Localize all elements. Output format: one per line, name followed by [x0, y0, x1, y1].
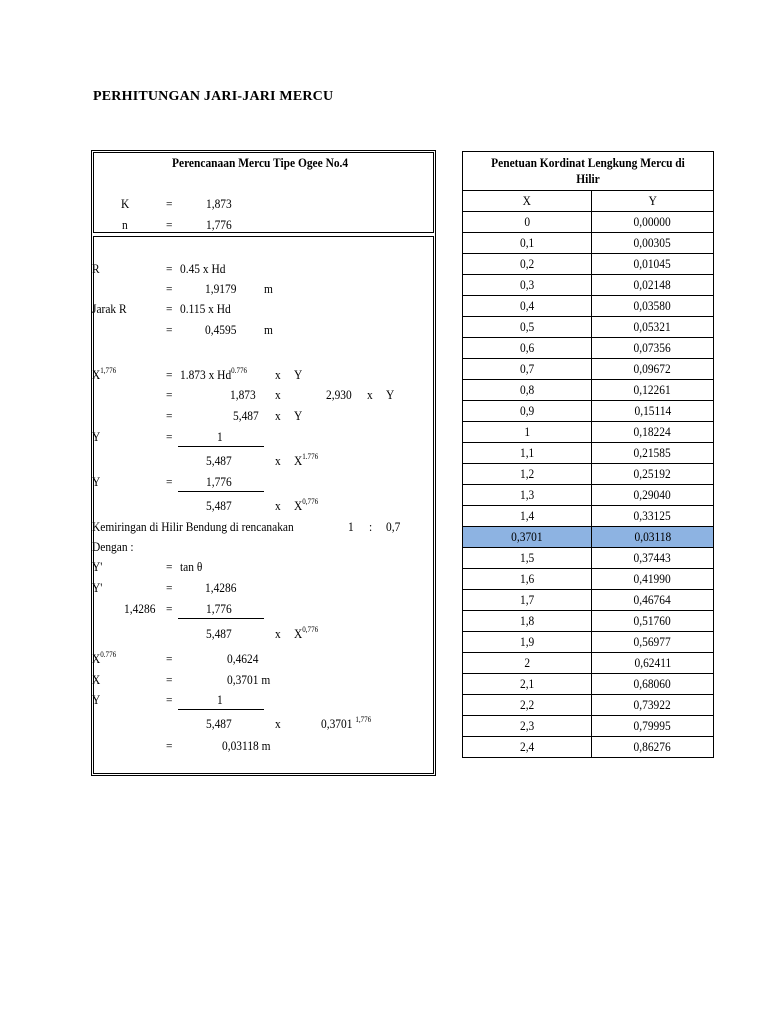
column-header-y: Y: [592, 191, 714, 212]
cell-x: 1,7: [463, 590, 592, 611]
y-prime-label: Y': [92, 559, 103, 574]
y-prime-value: 1,4286: [205, 580, 237, 595]
x-power: X$^{0,776}$: [294, 497, 319, 513]
y-result: 0,03118 m: [222, 738, 271, 753]
cell-x: 0,3: [463, 275, 592, 296]
cell-y: 0,29040: [592, 485, 714, 506]
equals-sign: =: [166, 322, 173, 337]
x-label: X: [92, 672, 101, 687]
cell-y: 0,33125: [592, 506, 714, 527]
numerator: 1,776: [206, 601, 232, 616]
x-power-label: $X^{0.776}$: [92, 650, 117, 666]
y-symbol: Y: [294, 408, 303, 423]
n-value: 1,776: [206, 217, 232, 232]
tan-theta: tan θ: [180, 559, 203, 574]
table-row: [463, 464, 714, 485]
cell-y: 0,37443: [592, 548, 714, 569]
cell-x: 1,6: [463, 569, 592, 590]
cell-y: 0,46764: [592, 590, 714, 611]
cell-x: 1,8: [463, 611, 592, 632]
cell-y: 0,15114: [592, 401, 714, 422]
y-label: Y: [92, 692, 101, 707]
times-sign: x: [275, 387, 281, 402]
fraction-bar: [178, 491, 264, 492]
cell-x: 1,9: [463, 632, 592, 653]
r-formula: 0.45 x Hd: [180, 261, 226, 276]
equals-sign: =: [166, 651, 173, 666]
cell-y: 0,12261: [592, 380, 714, 401]
x-power: $X^{1.776}$: [294, 452, 319, 468]
table-row: [463, 296, 714, 317]
table-title-row: [463, 152, 714, 191]
cell-y: 0,07356: [592, 338, 714, 359]
table-row: [463, 380, 714, 401]
panel-header: Perencanaan Mercu Tipe Ogee No.4: [172, 155, 349, 170]
times-sign: x: [275, 367, 281, 382]
cell-y: 0,51760: [592, 611, 714, 632]
slope-colon: :: [369, 519, 373, 534]
formula-box: [93, 236, 434, 774]
n-label: n: [122, 217, 128, 232]
table-row-highlighted: [463, 527, 714, 548]
numerator: 1: [217, 692, 223, 707]
k-value: 1,873: [206, 196, 232, 211]
cell-x: 0,8: [463, 380, 592, 401]
fraction-bar: [178, 618, 264, 619]
equals-sign: =: [166, 217, 173, 232]
cell-y: 0,41990: [592, 569, 714, 590]
cell-x: 1,1: [463, 443, 592, 464]
jarak-r-label: Jarak R: [92, 301, 127, 316]
equals-sign: =: [166, 429, 173, 444]
fraction-bar: [178, 446, 264, 447]
product-value: 5,487: [233, 408, 259, 423]
dengan-label: Dengan :: [92, 539, 134, 554]
denominator: 5,487: [206, 716, 232, 731]
k-label: K: [121, 196, 130, 211]
table-row: [463, 590, 714, 611]
equals-sign: =: [166, 601, 173, 616]
table-row: [463, 674, 714, 695]
cell-x: 0,5: [463, 317, 592, 338]
jarak-r-formula: 0.115 x Hd: [180, 301, 231, 316]
table-row: [463, 422, 714, 443]
fraction-bar: [178, 709, 264, 710]
equals-sign: =: [166, 387, 173, 402]
cell-x: 0,3701: [463, 527, 592, 548]
times-sign: x: [275, 453, 281, 468]
denominator: 5,487: [206, 453, 232, 468]
table-row: [463, 338, 714, 359]
cell-y: 0,56977: [592, 632, 714, 653]
equals-sign: =: [166, 281, 173, 296]
cell-y: 0,01045: [592, 254, 714, 275]
cell-x: 0,9: [463, 401, 592, 422]
table-row: [463, 401, 714, 422]
table-row: [463, 569, 714, 590]
table-row: [463, 254, 714, 275]
equals-sign: =: [166, 692, 173, 707]
cell-y: 0,21585: [592, 443, 714, 464]
x-power: 0,3701 $^{1,776}$: [321, 715, 372, 731]
cell-x: 2,1: [463, 674, 592, 695]
cell-x: 1,4: [463, 506, 592, 527]
slope-text: Kemiringan di Hilir Bendung di rencanakan: [92, 519, 294, 534]
cell-y: 0,09672: [592, 359, 714, 380]
cell-y: 0,86276: [592, 737, 714, 758]
table-title: Penetuan Kordinat Lengkung Mercu di Hilir: [463, 152, 714, 191]
r-label: R: [92, 261, 100, 276]
cell-y: 0,79995: [592, 716, 714, 737]
table-row: [463, 716, 714, 737]
y-prime-value: 1,4286: [124, 601, 156, 616]
cell-x: 2,4: [463, 737, 592, 758]
cell-x: 0,6: [463, 338, 592, 359]
numerator: 1: [217, 429, 223, 444]
unit: m: [264, 281, 273, 296]
cell-y: 0,02148: [592, 275, 714, 296]
equals-sign: =: [166, 672, 173, 687]
times-sign: x: [367, 387, 373, 402]
x-value: 0,3701 m: [227, 672, 271, 687]
cell-x: 1,3: [463, 485, 592, 506]
equals-sign: =: [166, 261, 173, 276]
formula-lhs: X$^{1,776}$: [92, 366, 117, 382]
cell-y: 0,18224: [592, 422, 714, 443]
y-label: Y: [92, 429, 101, 444]
equals-sign: =: [166, 474, 173, 489]
equals-sign: =: [166, 367, 173, 382]
x-power-value: 0,4624: [227, 651, 259, 666]
cell-y: 0,05321: [592, 317, 714, 338]
cell-y: 0,03118: [592, 527, 714, 548]
coordinate-table: [462, 151, 714, 758]
times-sign: x: [275, 626, 281, 641]
y-prime-label: Y': [92, 580, 103, 595]
cell-y: 0,68060: [592, 674, 714, 695]
table-row: [463, 317, 714, 338]
cell-x: 0,7: [463, 359, 592, 380]
cell-x: 0,4: [463, 296, 592, 317]
times-sign: x: [275, 716, 281, 731]
denominator: 5,487: [206, 626, 232, 641]
cell-y: 0,25192: [592, 464, 714, 485]
times-sign: x: [275, 408, 281, 423]
table-row: [463, 506, 714, 527]
cell-y: 0,62411: [592, 653, 714, 674]
table-header-row: [463, 191, 714, 212]
slope-run: 0,7: [386, 519, 401, 534]
equals-sign: =: [166, 738, 173, 753]
table-row: [463, 443, 714, 464]
unit: m: [264, 322, 273, 337]
cell-x: 0,1: [463, 233, 592, 254]
cell-y: 0,73922: [592, 695, 714, 716]
equals-sign: =: [166, 196, 173, 211]
equals-sign: =: [166, 559, 173, 574]
table-row: [463, 233, 714, 254]
equals-sign: =: [166, 580, 173, 595]
page-title: PERHITUNGAN JARI-JARI MERCU: [93, 89, 334, 104]
r-value: 1,9179: [205, 281, 237, 296]
slope-rise: 1: [348, 519, 354, 534]
equals-sign: =: [166, 301, 173, 316]
cell-x: 1: [463, 422, 592, 443]
table-row: [463, 275, 714, 296]
table-row: [463, 359, 714, 380]
table-row: [463, 485, 714, 506]
cell-x: 0: [463, 212, 592, 233]
times-sign: x: [275, 498, 281, 513]
hd-power-value: 2,930: [326, 387, 352, 402]
x-power: X$^{0,776}$: [294, 625, 319, 641]
cell-y: 0,00305: [592, 233, 714, 254]
table-row: [463, 653, 714, 674]
table-row: [463, 611, 714, 632]
cell-x: 2,3: [463, 716, 592, 737]
column-header-x: X: [463, 191, 592, 212]
cell-x: 1,2: [463, 464, 592, 485]
cell-x: 2: [463, 653, 592, 674]
cell-y: 0,03580: [592, 296, 714, 317]
table-row: [463, 737, 714, 758]
table-row: [463, 695, 714, 716]
cell-y: 0,00000: [592, 212, 714, 233]
y-symbol: Y: [386, 387, 395, 402]
y-label: Y: [92, 474, 101, 489]
table-row: [463, 632, 714, 653]
table-row: [463, 212, 714, 233]
equals-sign: =: [166, 408, 173, 423]
cell-x: 1,5: [463, 548, 592, 569]
cell-x: 2,2: [463, 695, 592, 716]
cell-x: 0,2: [463, 254, 592, 275]
y-symbol: Y: [294, 367, 303, 382]
table-row: [463, 548, 714, 569]
numerator: 1,776: [206, 474, 232, 489]
jarak-r-value: 0,4595: [205, 322, 237, 337]
denominator: 5,487: [206, 498, 232, 513]
formula-rhs: 1.873 x $Hd^{0.776}$: [180, 366, 248, 382]
coefficient-value: 1,873: [230, 387, 256, 402]
